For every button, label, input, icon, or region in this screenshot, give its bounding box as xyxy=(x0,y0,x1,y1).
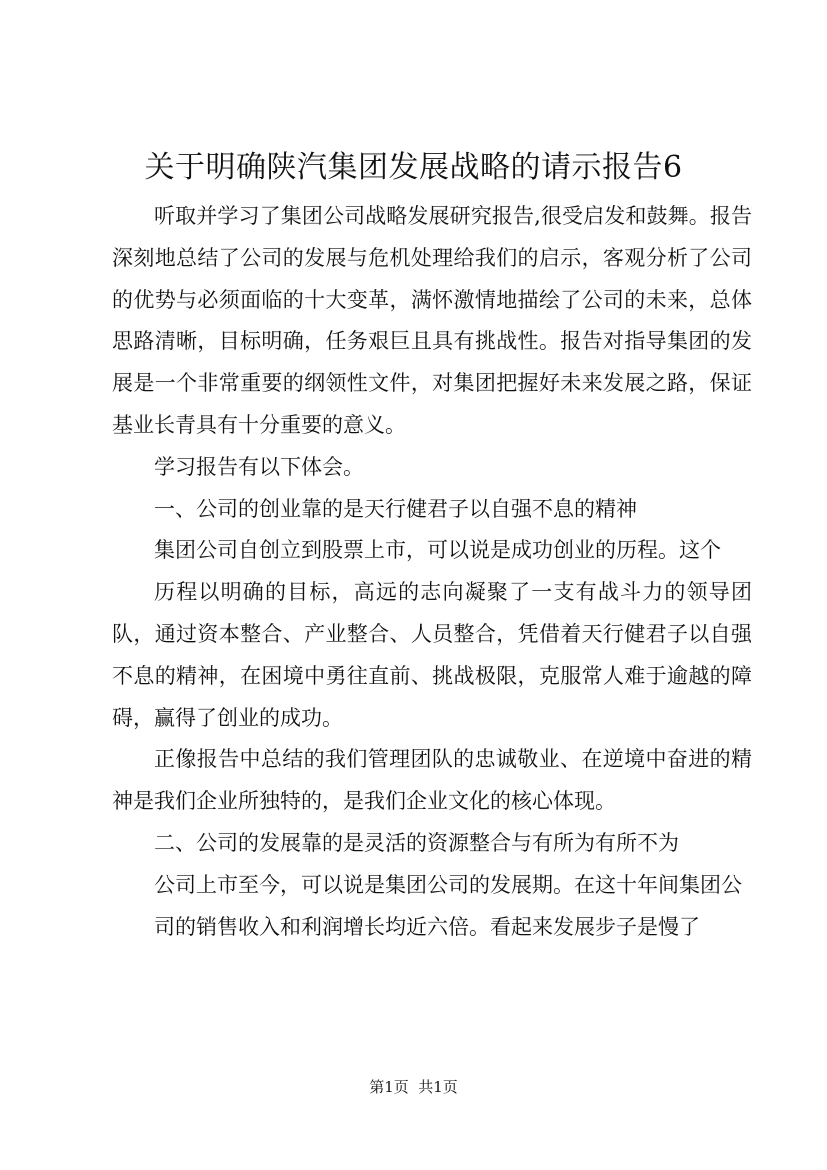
paragraph: 听取并学习了集团公司战略发展研究报告,很受启发和鼓舞。报告深刻地总结了公司的发展与危机处理给我们的启示，客观分析了公司的优势与必须面临的十大变革，满怀激情地描绘了公司的未来，总体思路清晰，目标明确，任务艰巨且具有挑战性。报告对指导集团的发展是一个非常重要的纲领性文件，对集团把握好未来发展之路，保证基业长青具有十分重要的意义。 xyxy=(112,204,752,437)
document-title: 关于明确陕汽集团发展战略的请示报告6 xyxy=(144,150,683,185)
section-heading: 一、公司的创业靠的是天行健君子以自强不息的精神 xyxy=(154,496,637,521)
page-number-footer: 第1页 共1页 xyxy=(369,1078,458,1096)
document-body xyxy=(112,196,752,948)
paragraph: 集团公司自创立到股票上市，可以说是成功创业的历程。这个 xyxy=(154,538,721,563)
paragraph: 正像报告中总结的我们管理团队的忠诚敬业、在逆境中奋进的精神是我们企业所独特的，是我们企业文化的核心体现。 xyxy=(112,747,752,814)
paragraph: 学习报告有以下体会。 xyxy=(154,454,364,479)
paragraph: 历程以明确的目标，高远的志向凝聚了一支有战斗力的领导团队，通过资本整合、产业整合、人员整合，凭借着天行健君子以自强不息的精神，在困境中勇往直前、挑战极限，克服常人难于逾越的障碍，赢得了创业的成功。 xyxy=(112,580,752,730)
paragraph: 公司上市至今，可以说是集团公司的发展期。在这十年间集团公 xyxy=(154,872,742,897)
paragraph: 司的销售收入和利润增长均近六倍。看起来发展步子是慢了 xyxy=(154,914,700,939)
section-heading: 二、公司的发展靠的是灵活的资源整合与有所为有所不为 xyxy=(154,830,679,855)
